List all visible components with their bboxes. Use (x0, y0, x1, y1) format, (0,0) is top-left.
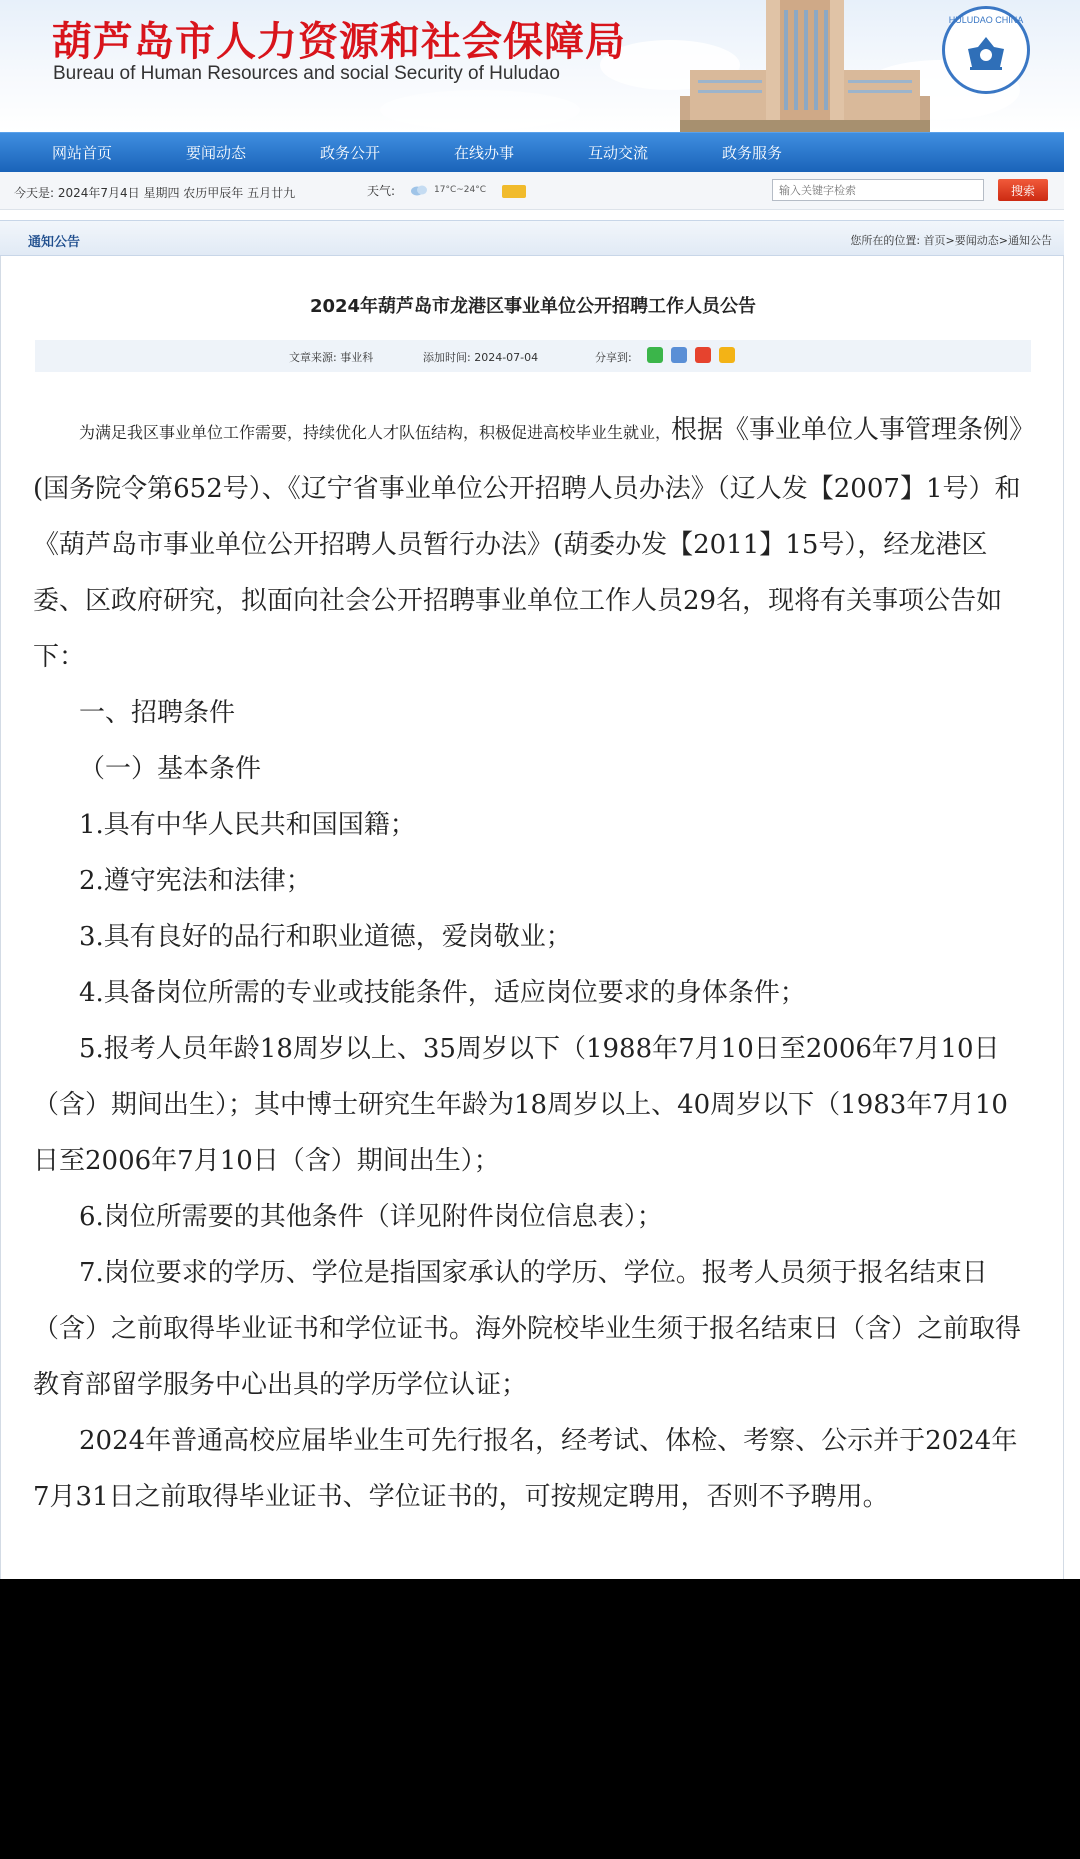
nav-interaction[interactable]: 互动交流 (587, 144, 648, 162)
weather-badge-icon (502, 185, 526, 198)
nav-home[interactable]: 网站首页 (51, 144, 112, 162)
article-meta-bar (35, 340, 1031, 372)
main-nav (0, 132, 1064, 172)
qq-icon[interactable] (671, 347, 687, 363)
condition-item: 3.具有良好的品行和职业道德，爱岗敬业； (79, 922, 572, 952)
nav-online-service[interactable]: 在线办事 (453, 144, 514, 162)
condition-item: 2.遵守宪法和法律； (79, 866, 312, 896)
nav-open-affairs[interactable]: 政务公开 (319, 144, 380, 162)
nav-news[interactable]: 要闻动态 (185, 144, 246, 162)
heading-basic-conditions: （一）基本条件 (79, 754, 262, 784)
condition-item: 7.岗位要求的学历、学位是指国家承认的学历、学位。报考人员须于报名结束日（含）之前取得毕业证书和学位证书。海外院校毕业生须于报名结束日（含）之前取得教育部留学服务中心出具的学历学位认证； (33, 1258, 1022, 1400)
article-title: 2024年葫芦岛市龙港区事业单位公开招聘工作人员公告 (309, 296, 757, 317)
article-date: 添加时间: 2024-07-04 (423, 351, 539, 364)
site-banner (0, 0, 1080, 132)
government-building-image (680, 0, 930, 132)
search-button[interactable]: 搜索 (998, 179, 1048, 201)
breadcrumb-bar (0, 220, 1064, 256)
temperature: 17°C~24°C (434, 185, 487, 195)
closing-paragraph: 2024年普通高校应届毕业生可先行报名，经考试、体检、考察、公示并于2024年7月31日之前取得毕业证书、学位证书的，可按规定聘用，否则不予聘用。 (33, 1426, 1018, 1512)
condition-item: 4.具备岗位所需的专业或技能条件，适应岗位要求的身体条件； (79, 978, 806, 1008)
article-body (33, 402, 1033, 1525)
condition-item: 6.岗位所需要的其他条件（详见附件岗位信息表）； (79, 1202, 663, 1232)
condition-item: 1.具有中华人民共和国国籍； (79, 810, 416, 840)
share-label: 分享到: (595, 351, 632, 364)
site-title-en: Bureau of Human Resources and social Security of Huludao (53, 63, 560, 84)
cloudy-weather-icon (410, 184, 428, 196)
condition-item: 5.报考人员年龄18周岁以上、35周岁以下（1988年7月10日至2006年7月10日（含）期间出生）；其中博士研究生年龄为18周岁以上、40周岁以下（1983年7月10日至2006年7月10日（含）期间出生）； (33, 1034, 1008, 1176)
site-title-cn: 葫芦岛市人力资源和社会保障局 (52, 19, 626, 65)
nav-gov-service[interactable]: 政务服务 (721, 144, 782, 162)
qzone-icon[interactable] (719, 347, 735, 363)
article-container (0, 256, 1064, 1579)
emblem-icon (964, 33, 1008, 71)
city-logo: HULUDAO CHINA (942, 6, 1030, 94)
wechat-icon[interactable] (647, 347, 663, 363)
breadcrumb[interactable]: 您所在的位置: 首页>要闻动态>通知公告 (850, 234, 1052, 247)
lead-paragraph: 为满足我区事业单位工作需要，持续优化人才队伍结构，积极促进高校毕业生就业，根据《事业单位人事管理条例》(国务院令第652号）、《辽宁省事业单位公开招聘人员办法》（辽人发【2007】1号）和《葫芦岛市事业单位公开招聘人员暂行办法》(葫委办发【2011】15号），经龙港区委、区政府研究，拟面向社会公开招聘事业单位工作人员29名，现将有关事项公告如下： (33, 415, 1023, 672)
weather-label: 天气: (367, 184, 396, 198)
search-input[interactable] (772, 179, 984, 201)
info-bar (0, 172, 1064, 210)
article-source: 文章来源: 事业科 (289, 351, 374, 364)
section-title: 通知公告 (28, 235, 81, 250)
weibo-icon[interactable] (695, 347, 711, 363)
heading-recruit-conditions: 一、招聘条件 (79, 698, 236, 728)
today-date: 今天是: 2024年7月4日 星期四 农历甲辰年 五月廿九 (14, 186, 296, 200)
